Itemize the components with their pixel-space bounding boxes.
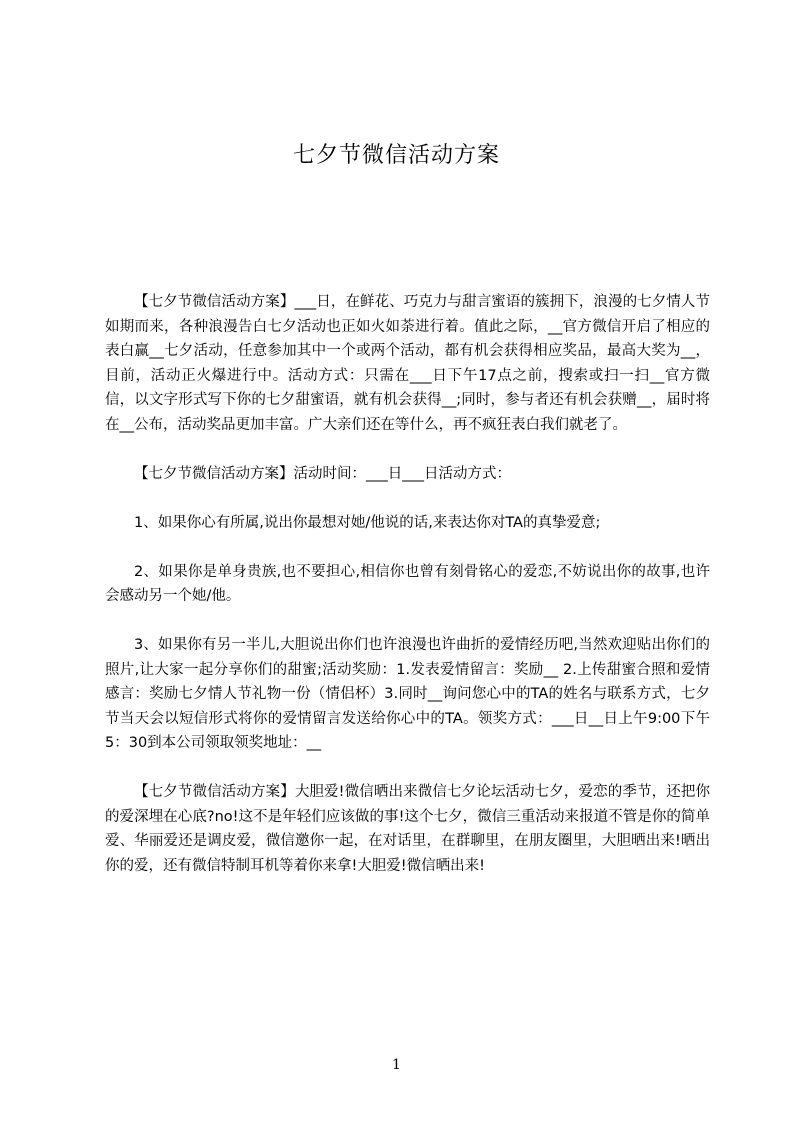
- document-body: [105, 290, 710, 878]
- paragraph-item-2: 2、如果你是单身贵族,也不要担心,相信你也曾有刻骨铭心的爱恋,不妨说出你的故事,也许会感动另一个她/他。: [105, 563, 710, 604]
- paragraph-bold-love: 【七夕节微信活动方案】大胆爱!微信晒出来微信七夕论坛活动七夕，爱恋的季节，还把你的爱深埋在心底?no!这不是年轻们应该做的事!这个七夕，微信三重活动来报道不管是你的简单爱、华丽爱还是调皮爱，微信邀你一起，在对话里，在群聊里，在朋友圈里，大胆晒出来!晒出你的爱，还有微信特制耳机等着你来拿!大胆爱!微信晒出来!: [105, 784, 710, 874]
- paragraph-activity-time: 【七夕节微信活动方案】活动时间：___日___日活动方式：: [134, 465, 511, 482]
- paragraph-intro: 【七夕节微信活动方案】___日，在鲜花、巧克力与甜言蜜语的簇拥下，浪漫的七夕情人节如期而来，各种浪漫告白七夕活动也正如火如荼进行着。值此之际，__官方微信开启了相应的表白赢__七夕活动，任意参加其中一个或两个活动，都有机会获得相应奖品，最高大奖为__，目前，活动正火爆进行中。活动方式：只需在___日下午17点之前，搜索或扫一扫__官方微信，以文字形式写下你的七夕甜蜜语，就有机会获得__;同时，参与者还有机会获赠__，届时将在__公布，活动奖品更加丰富。广大亲们还在等什么，再不疯狂表白我们就老了。: [105, 294, 710, 433]
- page-title: 七夕节微信活动方案: [292, 143, 500, 168]
- page-number: 1: [392, 1057, 401, 1073]
- paragraph-item-3: 3、如果你有另一半儿,大胆说出你们也许浪漫也许曲折的爱情经历吧,当然欢迎贴出你们的照片,让大家一起分享你们的甜蜜;活动奖励：1.发表爱情留言：奖励__ 2.上传甜蜜合照和爱情感言：奖励七夕情人节礼物一份（情侣杯）3.同时__询问您心中的TA的姓名与联系方式，七夕节当天会以短信形式将你的爱情留言发送给你心中的TA。领奖方式：___日__日上午9:00下午5：30到本公司领取领奖地址：__: [105, 637, 710, 751]
- paragraph-item-1: 1、如果你心有所属,说出你最想对她/他说的话,来表达你对TA的真挚爱意;: [134, 514, 601, 531]
